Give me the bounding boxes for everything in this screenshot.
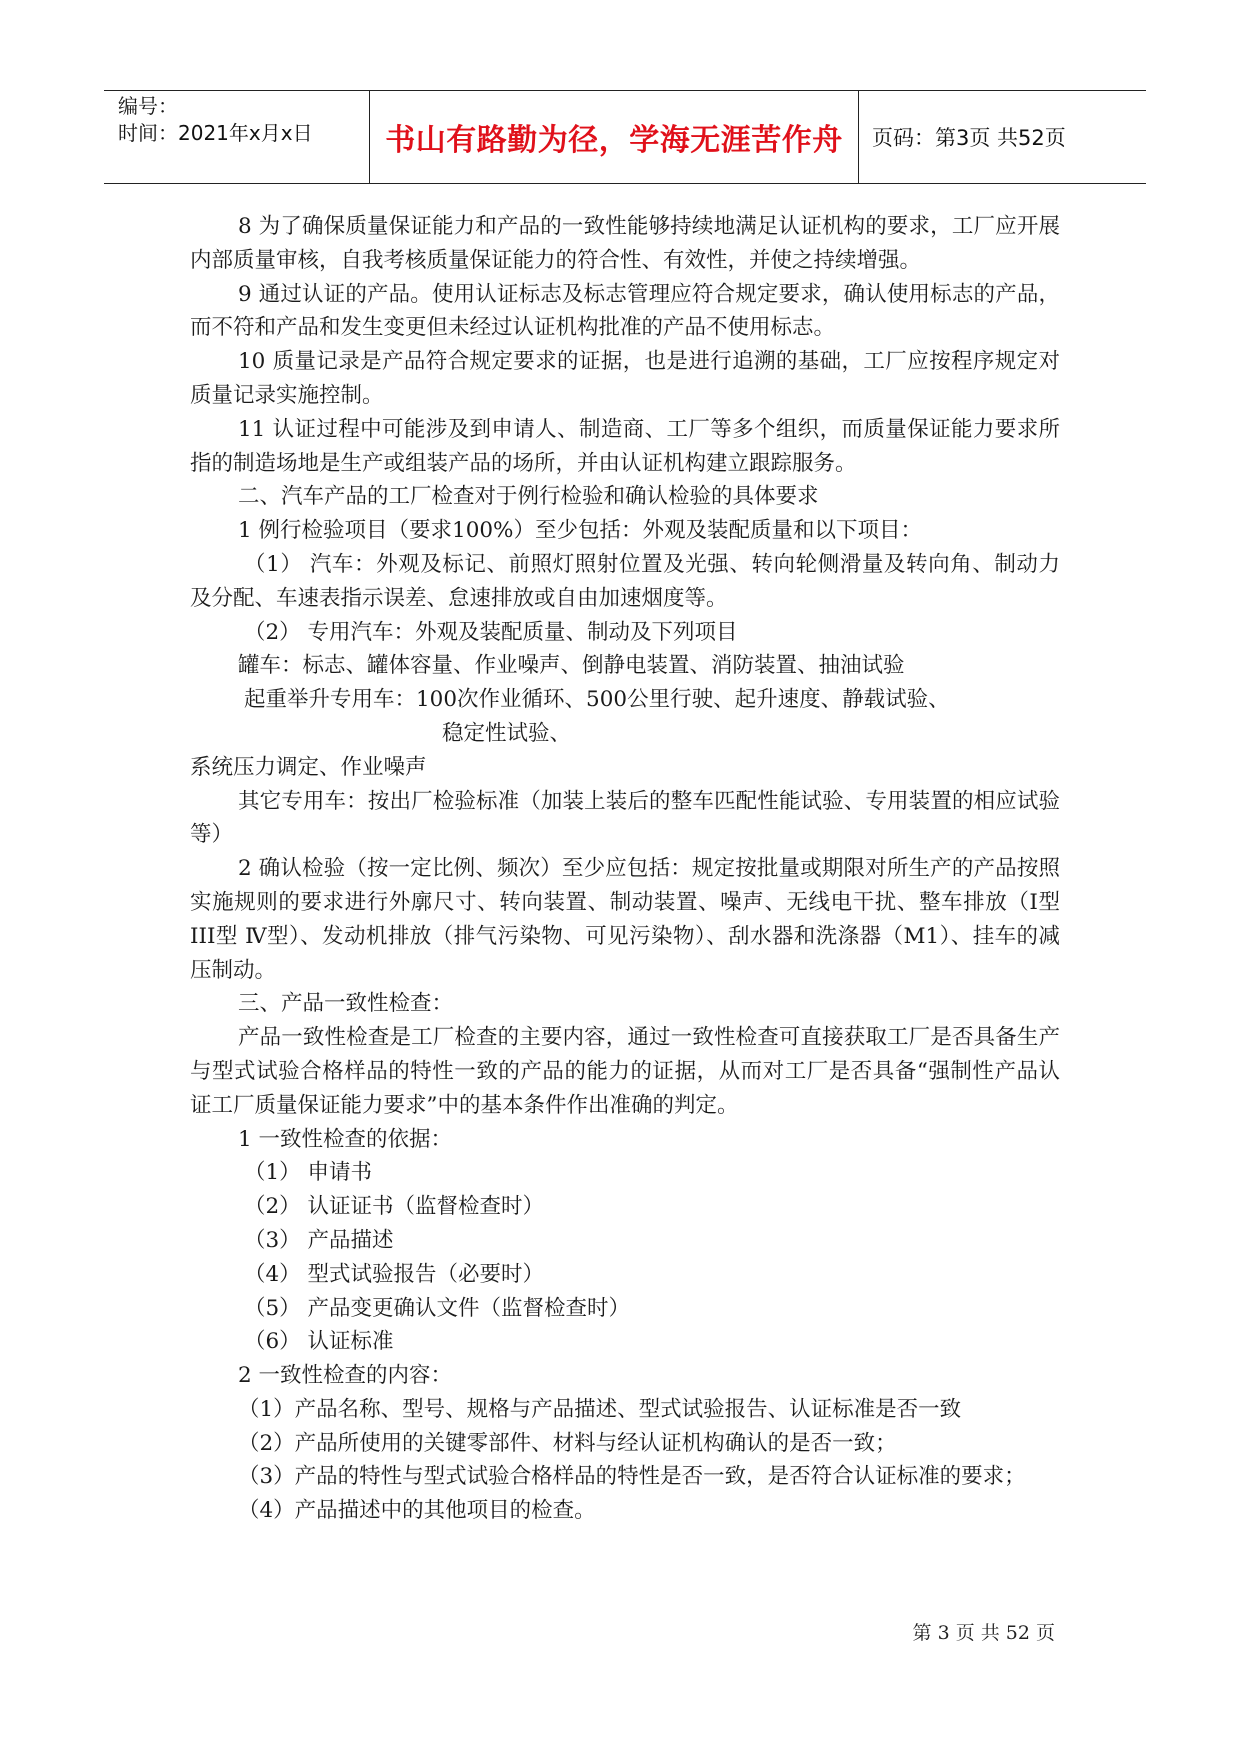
paragraph: 2 确认检验（按一定比例、频次）至少应包括：规定按批量或期限对所生产的产品按照实施规则的要求进行外廓尺寸、转向装置、制动装置、噪声、无线电干扰、整车排放（Ⅰ型 III型 Ⅳ型）、发动机排放（排气污染物、可见污染物）、刮水器和洗涤器（M1）、挂车的减压制动。 bbox=[190, 856, 1060, 983]
paragraph: 系统压力调定、作业噪声 bbox=[190, 754, 427, 780]
list-item: （4） 型式试验报告（必要时） bbox=[244, 1261, 545, 1287]
list-item: （1） 汽车：外观及标记、前照灯照射位置及光强、转向轮侧滑量及转向角、制动力及分配、车速表指示误差、怠速排放或自由加速烟度等。 bbox=[190, 551, 1060, 611]
paragraph: 1 例行检验项目（要求100%）至少包括：外观及装配质量和以下项目： bbox=[238, 518, 922, 544]
list-item: （1） 申请书 bbox=[244, 1160, 373, 1186]
header-page-label: 页码：第3页 共52页 bbox=[872, 126, 1066, 150]
paragraph: 稳定性试验、 bbox=[442, 720, 572, 746]
section-heading: 二、汽车产品的工厂检查对于例行检验和确认检验的具体要求 bbox=[238, 484, 819, 510]
header-left-cell bbox=[118, 93, 368, 147]
header-motto: 书山有路勤为径，学海无涯苦作舟 bbox=[385, 123, 843, 158]
paragraph: 9 通过认证的产品。使用认证标志及标志管理应符合规定要求，确认使用标志的产品，而不符和产品和发生变更但未经过认证机构批准的产品不使用标志。 bbox=[190, 281, 1060, 341]
paragraph: 产品一致性检查是工厂检查的主要内容，通过一致性检查可直接获取工厂是否具备生产与型式试验合格样品的特性一致的产品的能力的证据，从而对工厂是否具备“强制性产品认证工厂质量保证能力要求”中的基本条件作出准确的判定。 bbox=[190, 1025, 1060, 1118]
paragraph: 10 质量记录是产品符合规定要求的证据，也是进行追溯的基础，工厂应按程序规定对质量记录实施控制。 bbox=[190, 349, 1060, 408]
list-item: （3） 产品描述 bbox=[244, 1227, 394, 1253]
time-label: 时间：2021年x月x日 bbox=[118, 121, 313, 145]
paragraph: 1 一致性检查的依据： bbox=[238, 1126, 453, 1152]
paragraph: 其它专用车：按出厂检验标准（加装上装后的整车匹配性能试验、专用装置的相应试验等） bbox=[190, 788, 1060, 848]
paragraph: 罐车：标志、罐体容量、作业噪声、倒静电装置、消防装置、抽油试验 bbox=[238, 653, 905, 679]
list-item: （1）产品名称、型号、规格与产品描述、型式试验报告、认证标准是否一致 bbox=[238, 1396, 962, 1422]
page-footer: 第 3 页 共 52 页 bbox=[912, 1622, 1055, 1644]
paragraph: 起重举升专用车：100次作业循环、500公里行驶、起升速度、静载试验、 bbox=[244, 687, 950, 713]
paragraph: 8 为了确保质量保证能力和产品的一致性能够持续地满足认证机构的要求，工厂应开展内部质量审核，自我考核质量保证能力的符合性、有效性，并使之持续增强。 bbox=[190, 214, 1060, 273]
number-label: 编号： bbox=[118, 94, 178, 118]
list-item: （3）产品的特性与型式试验合格样品的特性是否一致，是否符合认证标准的要求； bbox=[238, 1464, 1026, 1490]
list-item: （2） 认证证书（监督检查时） bbox=[244, 1194, 545, 1220]
section-heading: 三、产品一致性检查： bbox=[238, 991, 454, 1017]
header-divider bbox=[369, 91, 370, 183]
list-item: （6） 认证标准 bbox=[244, 1329, 394, 1355]
paragraph: 11 认证过程中可能涉及到申请人、制造商、工厂等多个组织，而质量保证能力要求所指的制造场地是生产或组装产品的场所，并由认证机构建立跟踪服务。 bbox=[190, 416, 1060, 476]
document-body bbox=[190, 210, 1060, 1528]
header-divider bbox=[858, 91, 859, 183]
list-item: （2）产品所使用的关键零部件、材料与经认证机构确认的是否一致； bbox=[238, 1430, 897, 1456]
list-item: （4）产品描述中的其他项目的检查。 bbox=[238, 1498, 596, 1524]
paragraph: 2 一致性检查的内容： bbox=[238, 1363, 453, 1389]
list-item: （2） 专用汽车：外观及装配质量、制动及下列项目 bbox=[244, 619, 738, 645]
page-header bbox=[104, 90, 1146, 184]
list-item: （5） 产品变更确认文件（监督检查时） bbox=[244, 1295, 631, 1321]
